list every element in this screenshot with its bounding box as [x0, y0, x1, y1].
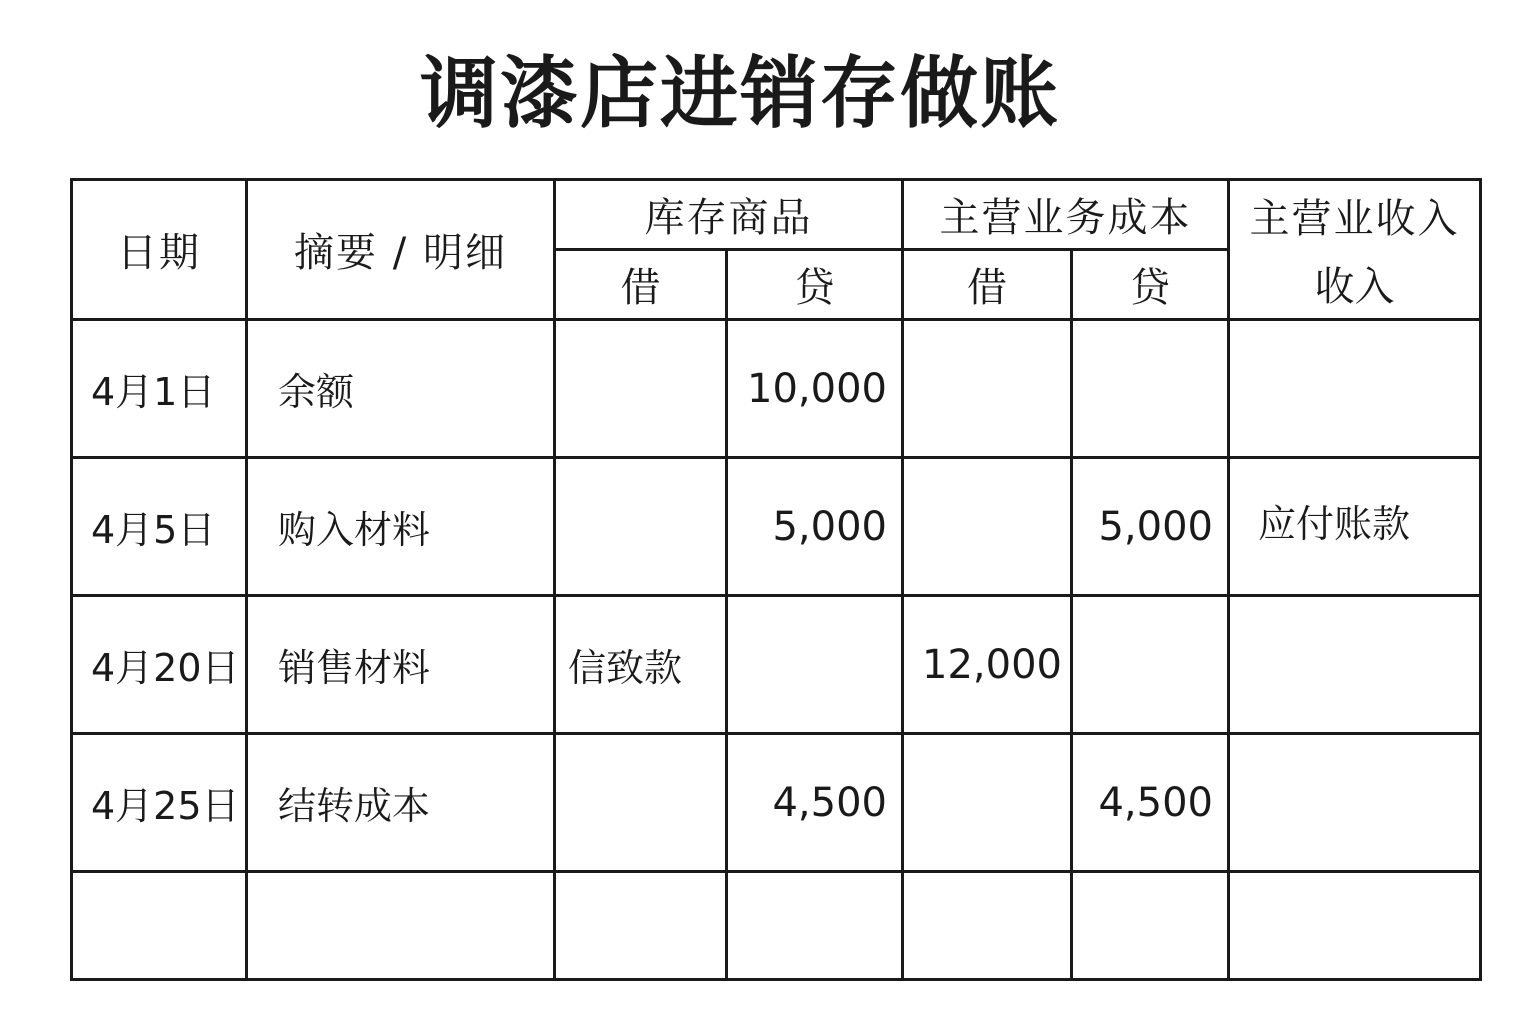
- table-row: [72, 872, 1481, 980]
- row-cost-debit: 12,000: [903, 596, 1072, 734]
- row-cost-credit: 5,000: [1072, 458, 1229, 596]
- table-row: [72, 734, 1481, 872]
- row-cost-credit: [1072, 320, 1229, 458]
- row-revenue: [1229, 872, 1481, 980]
- row-inventory-debit: [555, 320, 727, 458]
- row-inventory-debit: [555, 734, 727, 872]
- header-cost-debit: 借: [903, 250, 1072, 320]
- ledger-table: [70, 178, 1482, 981]
- row-inventory-credit: [727, 872, 903, 980]
- header-revenue: 主营业收入: [1229, 180, 1481, 250]
- row-summary: 购入材料: [247, 458, 555, 596]
- row-inventory-debit: [555, 458, 727, 596]
- row-cost-credit: [1072, 872, 1229, 980]
- row-inventory-debit: 信致款: [555, 596, 727, 734]
- table-row: [72, 458, 1481, 596]
- row-date: 4月20日: [72, 596, 247, 734]
- row-date: 4月5日: [72, 458, 247, 596]
- row-cost-debit: [903, 872, 1072, 980]
- row-cost-debit: [903, 734, 1072, 872]
- header-summary: 摘要 / 明细: [247, 180, 555, 320]
- row-inventory-credit: 10,000: [727, 320, 903, 458]
- row-cost-debit: [903, 458, 1072, 596]
- row-date: [72, 872, 247, 980]
- header-inventory-credit: 贷: [727, 250, 903, 320]
- row-revenue: [1229, 734, 1481, 872]
- row-inventory-credit: [727, 596, 903, 734]
- header-row-1: [72, 180, 1481, 250]
- row-revenue: 应付账款: [1229, 458, 1481, 596]
- table-row: [72, 320, 1481, 458]
- header-revenue-income: 收入: [1229, 250, 1481, 320]
- row-summary: 余额: [247, 320, 555, 458]
- header-inventory-debit: 借: [555, 250, 727, 320]
- row-date: 4月25日: [72, 734, 247, 872]
- row-revenue: [1229, 596, 1481, 734]
- row-inventory-credit: 5,000: [727, 458, 903, 596]
- row-summary: 销售材料: [247, 596, 555, 734]
- row-summary: 结转成本: [247, 734, 555, 872]
- header-cost: 主营业务成本: [903, 180, 1229, 250]
- row-inventory-debit: [555, 872, 727, 980]
- row-summary: [247, 872, 555, 980]
- header-inventory: 库存商品: [555, 180, 903, 250]
- table-row: [72, 596, 1481, 734]
- header-cost-credit: 贷: [1072, 250, 1229, 320]
- row-date: 4月1日: [72, 320, 247, 458]
- page-title: 调漆店进销存做账: [419, 49, 1060, 139]
- row-inventory-credit: 4,500: [727, 734, 903, 872]
- row-cost-credit: 4,500: [1072, 734, 1229, 872]
- header-date: 日期: [72, 180, 247, 320]
- row-cost-credit: [1072, 596, 1229, 734]
- row-revenue: [1229, 320, 1481, 458]
- row-cost-debit: [903, 320, 1072, 458]
